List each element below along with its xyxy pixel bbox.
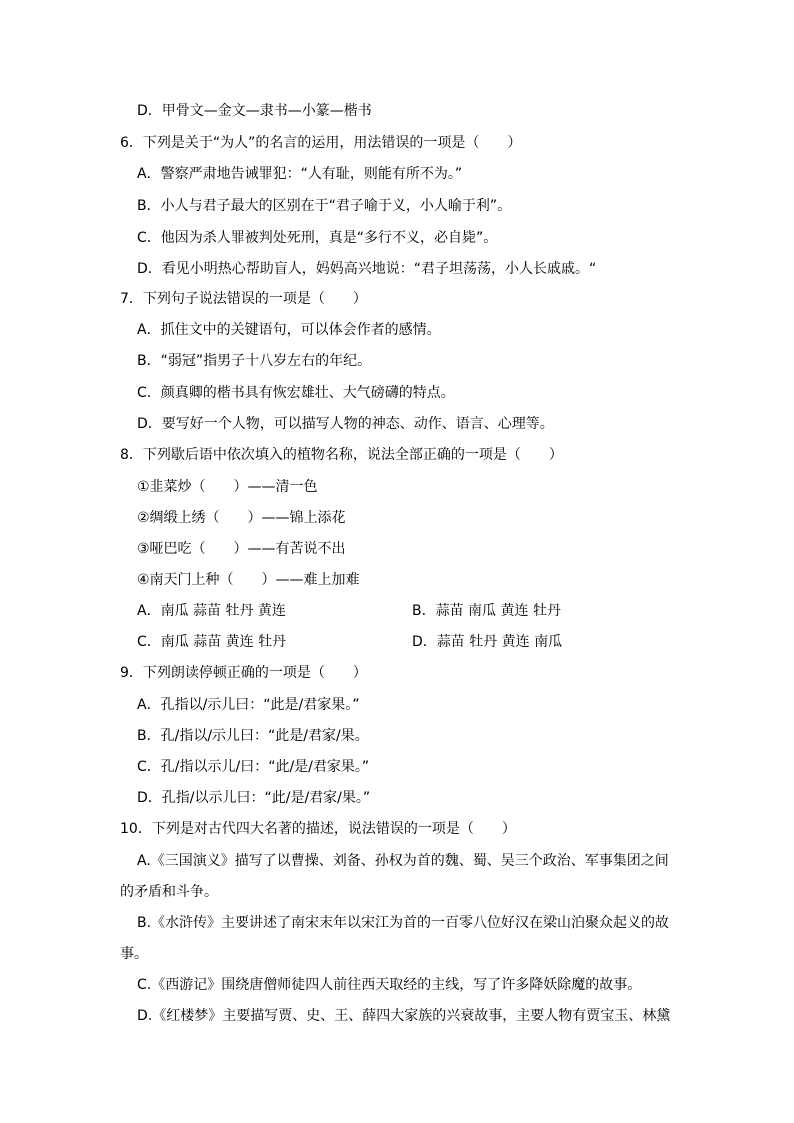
q8-item-3: ③哑巴吃（ ）——有苦说不出 [137,541,346,557]
q10-option-a-line2: 的矛盾和斗争。 [120,884,218,900]
q10-option-b-line1: B.《水浒传》主要讲述了南宋末年以宋江为首的一百零八位好汉在梁山泊聚众起义的故 [137,915,670,931]
q8-item-1: ①韭菜炒（ ）——清一色 [137,479,318,495]
q7-option-d: D．要写好一个人物，可以描写人物的神态、动作、语言、心理等。 [137,416,554,432]
q8-option-b: B．蒜苗 南瓜 黄连 牡丹 [412,603,561,619]
q5-option-d: D．甲骨文—金文—隶书—小篆—楷书 [137,103,372,119]
q10-option-b-line2: 事。 [120,946,148,962]
q6-option-d: D．看见小明热心帮助盲人，妈妈高兴地说：“君子坦荡荡，小人长戚戚。“ [137,261,597,277]
q8-option-d: D．蒜苗 牡丹 黄连 南瓜 [412,634,563,650]
q6-option-b: B．小人与君子最大的区别在于“君子喻于义，小人喻于利”。 [137,198,512,214]
question-9: 9．下列朗读停顿正确的一项是（ ） [120,665,367,681]
q10-option-d: D.《红楼梦》主要描写贾、史、王、薛四大家族的兴衰故事，主要人物有贾宝玉、林黛 [137,1008,671,1024]
q9-option-c: C．孔/指以示儿/曰：“此/是/君家果。” [137,759,370,775]
question-6: 6．下列是关于“为人”的名言的运用，用法错误的一项是（ ） [120,135,522,151]
q7-option-b: B．“弱冠”指男子十八岁左右的年纪。 [137,353,372,369]
q8-option-c: C．南瓜 蒜苗 黄连 牡丹 [137,634,287,650]
q8-item-2: ②绸缎上绣（ ）——锦上添花 [137,510,346,526]
q9-option-d: D．孔指/以示儿曰：“此/是/君家/果。” [137,790,371,806]
q6-option-a: A．警察严肃地告诫罪犯：“人有耻，则能有所不为。” [137,166,463,182]
q7-option-c: C．颜真卿的楷书具有恢宏雄壮、大气磅礴的特点。 [137,385,455,401]
q9-option-b: B．孔/指以/示儿曰：“此是/君家/果。 [137,728,369,744]
question-8: 8．下列歇后语中依次填入的植物名称，说法全部正确的一项是（ ） [120,447,563,463]
q10-option-c: C.《西游记》围绕唐僧师徒四人前往西天取经的主线，写了许多降妖除魔的故事。 [137,977,642,993]
q6-option-c: C．他因为杀人罪被判处死刑，真是“多行不义，必自毙”。 [137,230,498,246]
q8-option-a: A．南瓜 蒜苗 牡丹 黄连 [137,603,286,619]
q9-option-a: A．孔指以/示儿曰：“此是/君家果。” [137,697,360,713]
question-7: 7．下列句子说法错误的一项是（ ） [120,291,367,307]
question-10: 10．下列是对古代四大名著的描述，说法错误的一项是（ ） [120,821,516,837]
q7-option-a: A．抓住文中的关键语句，可以体会作者的感情。 [137,322,441,338]
q8-item-4: ④南天门上种（ ）——难上加难 [137,572,360,588]
q10-option-a-line1: A.《三国演义》描写了以曹操、刘备、孙权为首的魏、蜀、吴三个政治、军事集团之间 [137,853,669,869]
